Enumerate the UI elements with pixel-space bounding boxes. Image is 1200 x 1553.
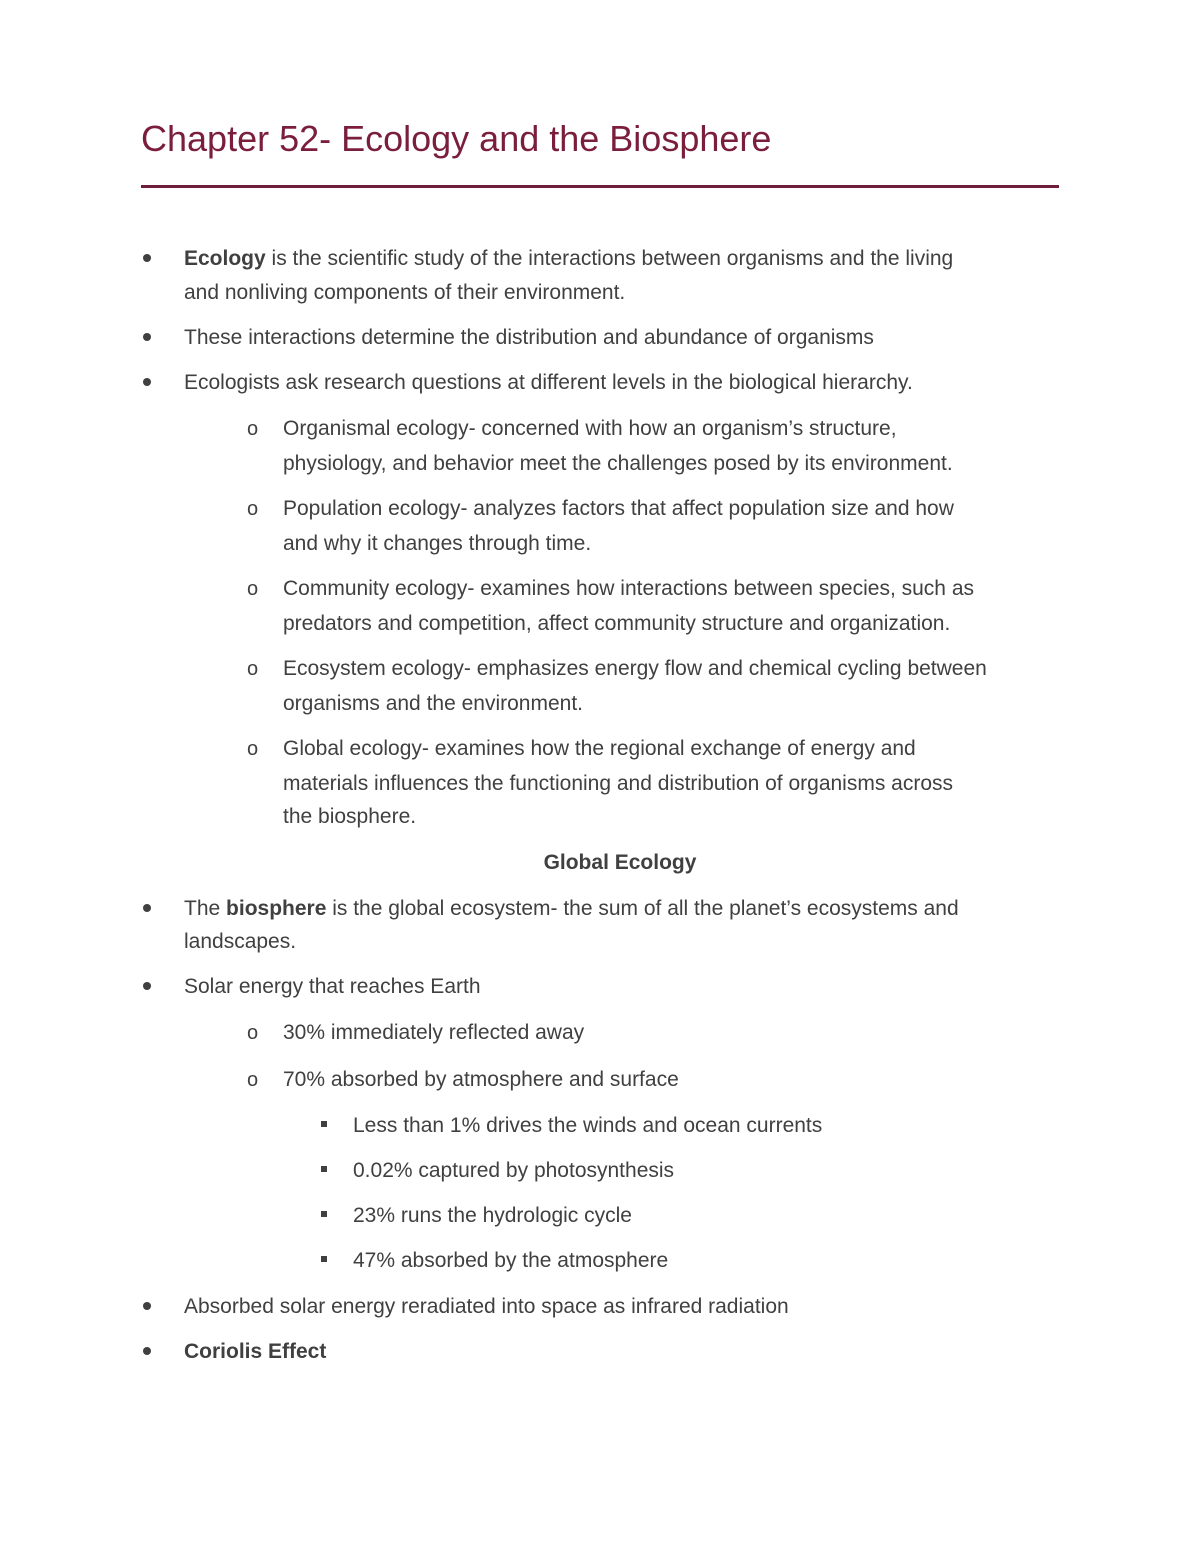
level-community: Community ecology- examines how interactions between species, such as: [283, 577, 975, 600]
solar-detail: 0.02% captured by photosynthesis: [353, 1159, 675, 1182]
sub-bullet-marker: o: [247, 498, 259, 520]
solar-absorbed: 70% absorbed by atmosphere and surface: [283, 1068, 679, 1091]
solar-detail: 23% runs the hydrologic cycle: [353, 1204, 632, 1227]
bullet-biosphere-definition-cont: landscapes.: [184, 930, 297, 953]
page-title: Chapter 52- Ecology and the Biosphere: [141, 118, 772, 159]
level-ecosystem-cont: organisms and the environment.: [283, 692, 583, 715]
square-bullet: [321, 1166, 327, 1172]
bullet-dot: [143, 378, 151, 386]
level-community-cont: predators and competition, affect community structure and organization.: [283, 612, 951, 635]
bullet-reradiated: Absorbed solar energy reradiated into space as infrared radiation: [184, 1295, 789, 1318]
square-bullet: [321, 1256, 327, 1262]
square-bullet: [321, 1211, 327, 1217]
level-global-cont2: the biosphere.: [283, 805, 417, 828]
level-population-cont: and why it changes through time.: [283, 532, 592, 555]
section-heading: Global Ecology: [543, 851, 697, 874]
sub-bullet-marker: o: [247, 738, 259, 760]
term-biosphere: biosphere: [226, 897, 327, 920]
solar-detail: 47% absorbed by the atmosphere: [353, 1249, 669, 1272]
level-organismal: Organismal ecology- concerned with how an organism’s structure,: [283, 417, 897, 440]
sub-bullet-marker: o: [247, 658, 259, 680]
level-organismal-cont: physiology, and behavior meet the challenges posed by its environment.: [283, 452, 953, 475]
sub-bullet-marker: o: [247, 418, 259, 440]
bullet-dot: [143, 904, 151, 912]
level-population: Population ecology- analyzes factors that affect population size and how: [283, 497, 954, 520]
bullet-dot: [143, 982, 151, 990]
sub-bullet-marker: o: [247, 1022, 259, 1044]
bullet-biosphere-definition: The biosphere is the global ecosystem- the sum of all the planet’s ecosystems and: [184, 897, 959, 920]
bullet-coriolis: Coriolis Effect: [184, 1340, 327, 1363]
sub-bullet-marker: o: [247, 1069, 259, 1091]
term-ecology: Ecology: [184, 247, 266, 270]
bullet-research-questions: Ecologists ask research questions at different levels in the biological hierarchy.: [184, 371, 913, 394]
bullet-interactions: These interactions determine the distribution and abundance of organisms: [184, 326, 874, 349]
solar-detail: Less than 1% drives the winds and ocean currents: [353, 1114, 823, 1137]
bullet-dot: [143, 1347, 151, 1355]
level-global-cont: materials influences the functioning and distribution of organisms across: [283, 772, 954, 795]
bullet-ecology-definition: Ecology is the scientific study of the interactions between organisms and the living: [184, 247, 954, 270]
bullet-dot: [143, 1302, 151, 1310]
sub-bullet-marker: o: [247, 578, 259, 600]
level-ecosystem: Ecosystem ecology- emphasizes energy flow and chemical cycling between: [283, 657, 987, 680]
bullet-dot: [143, 254, 151, 262]
bullet-solar-energy: Solar energy that reaches Earth: [184, 975, 481, 998]
square-bullet: [321, 1121, 327, 1127]
bullet-dot: [143, 333, 151, 341]
bullet-ecology-definition-cont: and nonliving components of their environment.: [184, 281, 626, 304]
title-underline: [141, 185, 1059, 188]
solar-reflected: 30% immediately reflected away: [283, 1021, 585, 1044]
level-global: Global ecology- examines how the regional exchange of energy and: [283, 737, 916, 760]
